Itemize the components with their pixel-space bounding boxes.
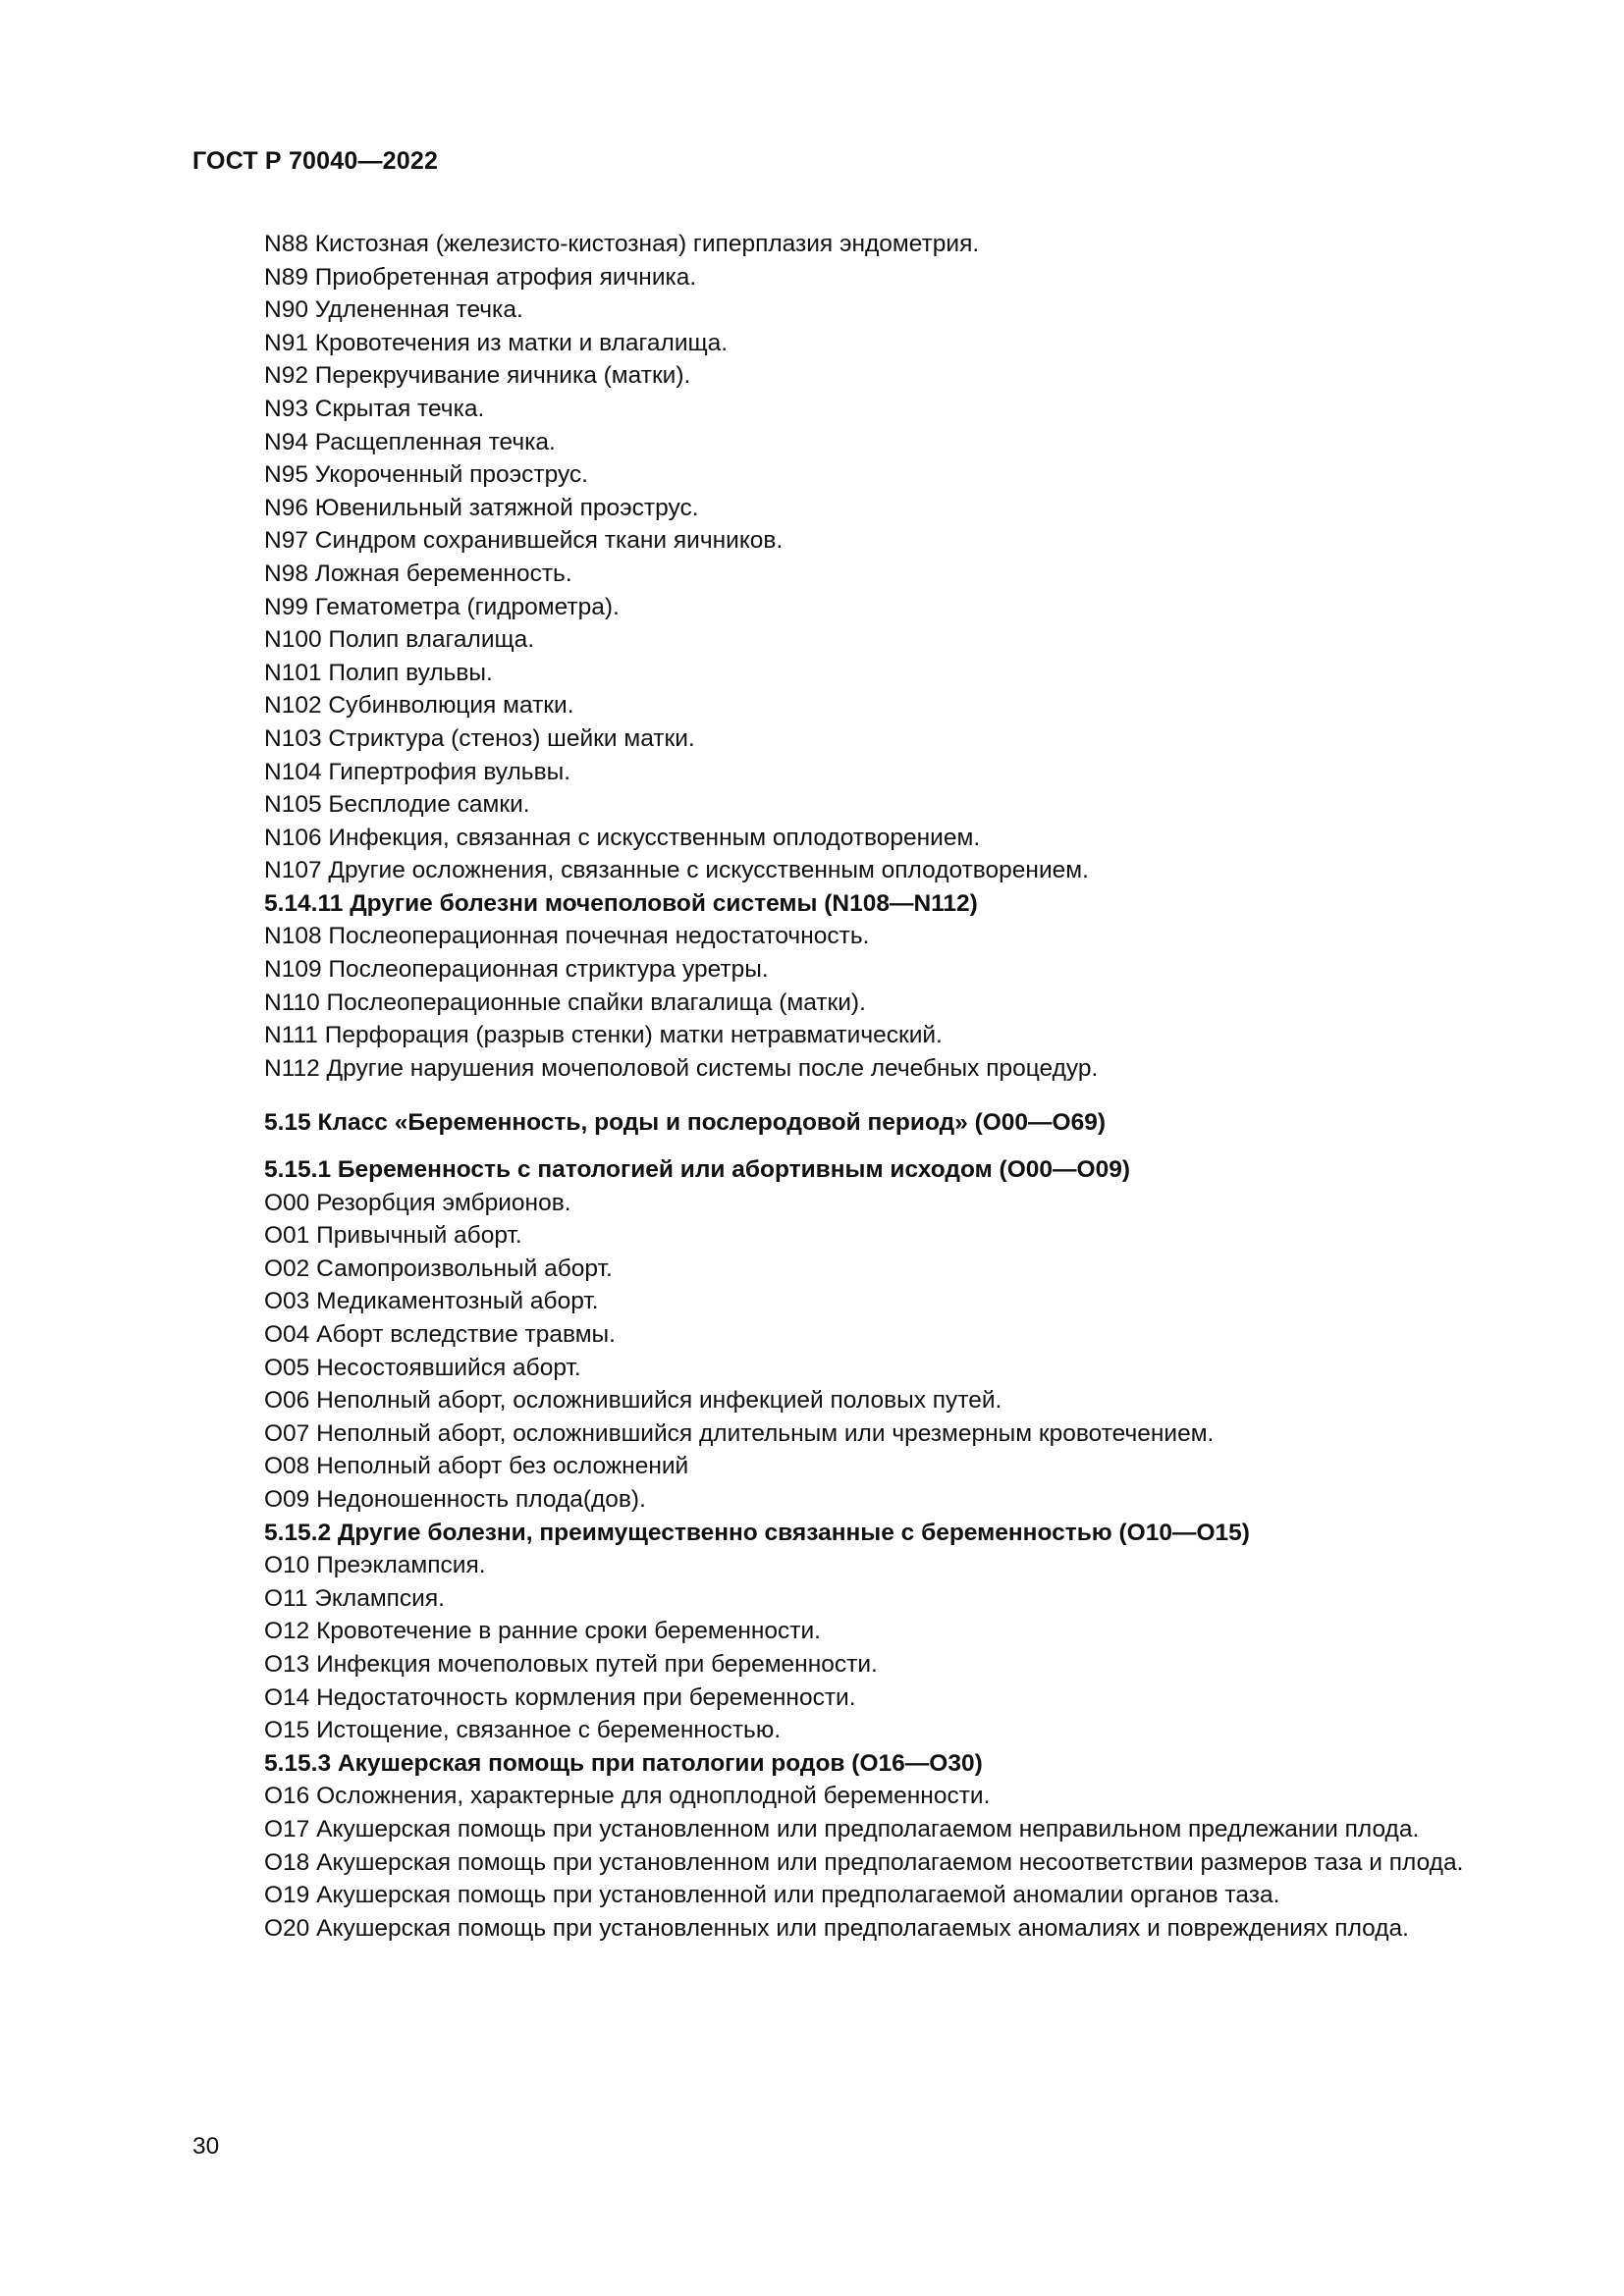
- list-item: O16 Осложнения, характерные для одноплодной беременности.: [264, 1783, 991, 1810]
- list-item: N104 Гипертрофия вульвы.: [264, 758, 571, 785]
- list-o00-o09: [192, 1187, 1514, 1517]
- list-item: O06 Неполный аборт, осложнившийся инфекцией половых путей.: [264, 1387, 1002, 1415]
- list-item: O07 Неполный аборт, осложнившийся длительным или чрезмерным кровотечением.: [264, 1419, 1215, 1447]
- list-item: N94 Расщепленная течка.: [264, 428, 556, 455]
- list-item: O02 Самопроизвольный аборт.: [264, 1255, 613, 1282]
- section-heading-5-15-3: 5.15.3 Акушерская помощь при патологии родов (O16—O30): [264, 1749, 983, 1777]
- list-item: O00 Резорбция эмбрионов.: [264, 1189, 571, 1216]
- list-item: N93 Скрытая течка.: [264, 395, 485, 422]
- list-item: O12 Кровотечение в ранние сроки беременности.: [264, 1618, 821, 1645]
- list-item: N97 Синдром сохранившейся ткани яичников.: [264, 527, 784, 555]
- list-n88-n107: [192, 228, 1514, 887]
- list-item: O04 Аборт вследствие травмы.: [264, 1321, 616, 1348]
- list-item: O09 Недоношенность плода(дов).: [264, 1485, 646, 1513]
- list-item: N108 Послеоперационная почечная недостаточность.: [264, 923, 870, 950]
- list-item: N96 Ювенильный затяжной проэструс.: [264, 494, 699, 521]
- list-item: O05 Несостоявшийся аборт.: [264, 1354, 581, 1381]
- list-item: N107 Другие осложнения, связанные с искусственным оплодотворением.: [264, 857, 1089, 884]
- list-item: N103 Стриктура (стеноз) шейки матки.: [264, 724, 695, 752]
- list-item: O14 Недостаточность кормления при беременности.: [264, 1683, 856, 1711]
- list-item: O08 Неполный аборт без осложнений: [264, 1453, 689, 1480]
- list-item: O13 Инфекция мочеполовых путей при беременности.: [264, 1650, 878, 1678]
- list-item: O15 Истощение, связанное с беременностью.: [264, 1717, 782, 1744]
- section-heading-5-15: 5.15 Класс «Беременность, роды и послеродовой период» (O00—O69): [264, 1109, 1107, 1137]
- list-item: N89 Приобретенная атрофия яичника.: [264, 263, 697, 291]
- list-item: N101 Полип вульвы.: [264, 659, 493, 686]
- list-item: O10 Преэклампсия.: [264, 1552, 486, 1579]
- list-n108-n112: [192, 920, 1514, 1085]
- list-o10-o15: [192, 1549, 1514, 1747]
- list-item: N102 Субинволюция матки.: [264, 692, 574, 720]
- list-item: O19 Акушерская помощь при установленной или предполагаемой аномалии органов таза.: [264, 1882, 1280, 1909]
- list-item: O18 Акушерская помощь при установленном или предполагаемом несоответствии размеров таза и плода.: [264, 1848, 1464, 1876]
- list-item: N106 Инфекция, связанная с искусственным оплодотворением.: [264, 824, 981, 851]
- section-heading-5-14-11: 5.14.11 Другие болезни мочеполовой системы (N108—N112): [264, 889, 978, 917]
- list-item: N92 Перекручивание яичника (матки).: [264, 362, 691, 390]
- list-item: N88 Кистозная (железисто-кистозная) гиперплазия эндометрия.: [264, 231, 980, 257]
- list-item: O20 Акушерская помощь при установленных или предполагаемых аномалиях и повреждениях плода.: [264, 1914, 1409, 1942]
- list-item: N112 Другие нарушения мочеполовой системы после лечебных процедур.: [264, 1054, 1099, 1082]
- list-item: N98 Ложная беременность.: [264, 560, 572, 587]
- list-item: N105 Бесплодие самки.: [264, 791, 530, 819]
- page-number: 30: [192, 2133, 220, 2160]
- section-heading-5-15-2: 5.15.2 Другие болезни, преимущественно связанные с беременностью (O10—O15): [264, 1519, 1250, 1546]
- list-item: N91 Кровотечения из матки и влагалища.: [264, 329, 729, 356]
- document-header: ГОСТ Р 70040—2022: [192, 147, 439, 175]
- list-o16-o20: [192, 1780, 1514, 1945]
- list-item: N110 Послеоперационные спайки влагалища (матки).: [264, 988, 866, 1016]
- document-body: [192, 228, 1514, 1945]
- list-item: N109 Послеоперационная стриктура уретры.: [264, 956, 769, 984]
- list-item: O11 Эклампсия.: [264, 1584, 445, 1612]
- list-item: N111 Перфорация (разрыв стенки) матки нетравматический.: [264, 1022, 943, 1049]
- list-item: O17 Акушерская помощь при установленном или предполагаемом неправильном предлежании плода.: [264, 1815, 1420, 1842]
- list-item: N95 Укороченный проэструс.: [264, 461, 588, 489]
- section-heading-5-15-1: 5.15.1 Беременность с патологией или абортивным исходом (O00—O09): [264, 1156, 1130, 1184]
- list-item: N99 Гематометра (гидрометра).: [264, 593, 620, 620]
- list-item: N90 Удлененная течка.: [264, 296, 523, 324]
- list-item: O01 Привычный аборт.: [264, 1222, 522, 1250]
- list-item: N100 Полип влагалища.: [264, 626, 535, 654]
- list-item: O03 Медикаментозный аборт.: [264, 1288, 599, 1315]
